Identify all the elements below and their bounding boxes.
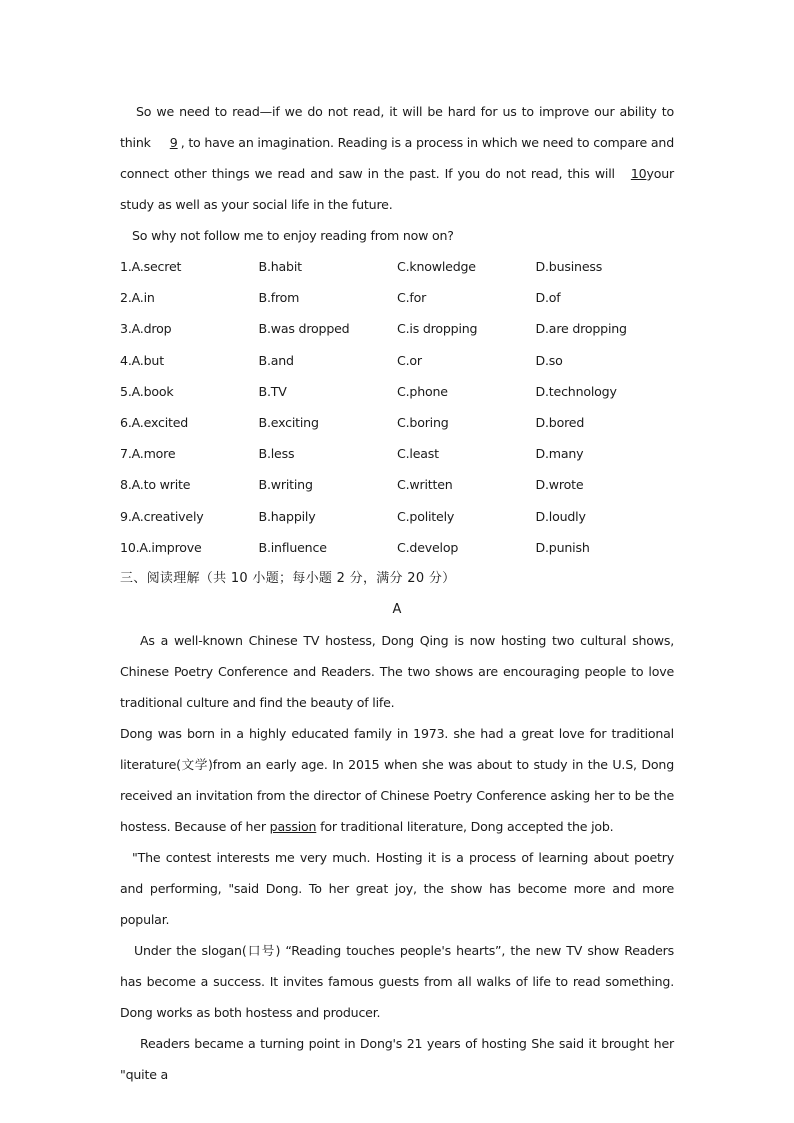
option: C.is dropping	[397, 321, 478, 337]
option-row	[120, 532, 674, 563]
passage-letter: A	[392, 602, 402, 618]
option: B.TV	[258, 383, 287, 399]
option: D.loudly	[535, 508, 586, 524]
option: 1.A.secret	[120, 259, 182, 274]
option-row	[120, 282, 674, 313]
text-segment: So we need to read—if we do not read, it will be hard for us to improve our ability to think	[120, 104, 674, 150]
option: D.of	[535, 290, 561, 306]
option: D.technology	[535, 383, 617, 399]
option: B.and	[258, 352, 294, 368]
option: B.writing	[258, 477, 313, 493]
option: C.develop	[397, 539, 459, 555]
text-segment: your study as well as your social life in the future.	[120, 166, 674, 212]
options-list	[120, 251, 674, 563]
text-segment: , to have an imagination. Reading is a process in which we need to compare and connect other things we read and saw in the past. If you do not read, this will	[120, 135, 674, 181]
option: C.politely	[397, 508, 455, 524]
option-row	[120, 469, 674, 500]
reading-paragraph: Readers became a turning point in Dong's 21 years of hosting She said it brought her "quite a	[120, 1036, 674, 1083]
blank-10: 10	[630, 166, 647, 181]
option: 3.A.drop	[120, 321, 172, 337]
option: 10.A.improve	[120, 539, 202, 555]
option: B.influence	[258, 539, 327, 555]
option: C.phone	[397, 383, 448, 399]
option: B.less	[258, 446, 295, 462]
document-page	[120, 96, 674, 1090]
option: 7.A.more	[120, 446, 176, 462]
option: C.boring	[397, 415, 449, 431]
option: B.happily	[258, 508, 316, 524]
option: 4.A.but	[120, 352, 164, 368]
option-row	[120, 345, 674, 376]
option: D.wrote	[535, 477, 584, 493]
reading-paragraph	[120, 718, 674, 842]
passage-closing: So why not follow me to enjoy reading from now on?	[132, 228, 454, 243]
option-row	[120, 251, 674, 282]
option: B.exciting	[258, 415, 319, 431]
option: C.for	[397, 290, 427, 306]
option: D.punish	[535, 539, 590, 555]
passage-paragraph	[120, 96, 674, 220]
option: C.least	[397, 446, 439, 462]
option: C.or	[397, 352, 422, 368]
option: 5.A.book	[120, 383, 174, 399]
option: 6.A.excited	[120, 415, 189, 431]
reading-paragraph: As a well-known Chinese TV hostess, Dong Qing is now hosting two cultural shows, Chinese Poetry Conference and Readers. The two shows are encouraging people to love traditional culture and find the beauty of life.	[120, 633, 674, 711]
underlined-word: passion	[269, 819, 317, 835]
option: D.business	[535, 259, 603, 274]
option: 8.A.to write	[120, 477, 191, 493]
option: D.bored	[535, 415, 585, 431]
option-row	[120, 501, 674, 532]
option: B.was dropped	[258, 321, 350, 337]
option: 9.A.creatively	[120, 508, 204, 524]
option-row	[120, 407, 674, 438]
option: C.knowledge	[397, 259, 476, 274]
option: B.habit	[258, 259, 302, 274]
reading-paragraph: Under the slogan(口号) “Reading touches people's hearts”, the new TV show Readers has become a success. It invites famous guests from all walks of life to read something. Dong works as both hostess and producer.	[120, 943, 674, 1021]
option-row	[120, 438, 674, 469]
section-heading: 三、阅读理解（共 10 小题；每小题 2 分，满分 20 分）	[120, 571, 456, 587]
option-row	[120, 376, 674, 407]
option-row	[120, 313, 674, 344]
text-segment: for traditional literature, Dong accepted the job.	[320, 819, 614, 835]
blank-9: 9	[169, 135, 178, 150]
reading-paragraph: "The contest interests me very much. Hosting it is a process of learning about poetry and performing, "said Dong. To her great joy, the show has become more and more popular.	[120, 850, 674, 928]
option: D.so	[535, 352, 563, 368]
option: D.many	[535, 446, 584, 462]
option: B.from	[258, 290, 300, 306]
option: C.written	[397, 477, 453, 493]
text-segment: Dong was born in a highly educated family in 1973. she had a great love for traditional literature(文学)from an early age. In 2015 when she was about to study in the U.S, Dong received an invitation from the director of Chinese Poetry Conference asking her to be the hostess. Because of her	[120, 726, 674, 835]
option: 2.A.in	[120, 290, 155, 306]
option: D.are dropping	[535, 321, 627, 337]
